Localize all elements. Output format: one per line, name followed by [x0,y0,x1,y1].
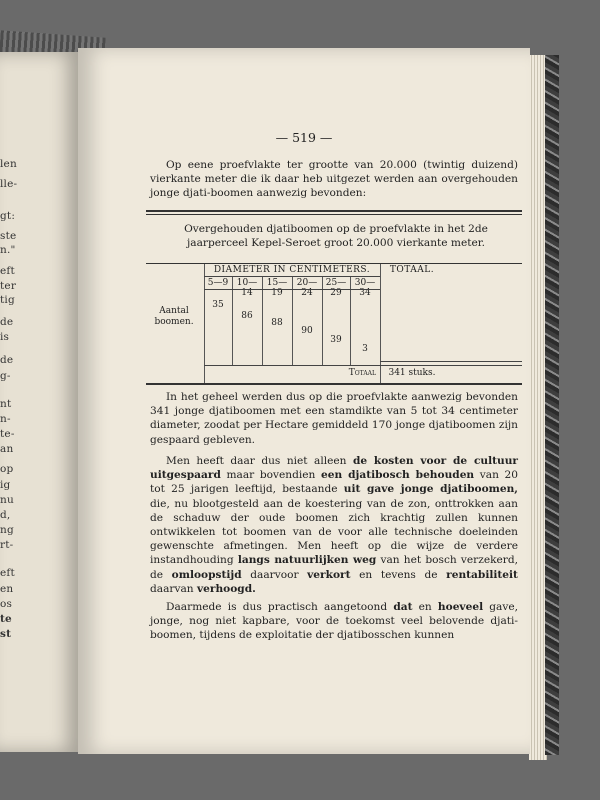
table-col-divider [322,277,323,365]
left-fragment: n- [0,413,11,425]
left-fragment: len [0,158,17,170]
left-fragment: de [0,354,14,366]
left-fragment: n." [0,244,16,256]
left-fragment: eft [0,265,15,277]
left-fragment: eft [0,567,15,579]
paragraph-2-text: Men heeft daar dus niet alleen de kosten voor de cultuur uitgespaard maar bovendien een djatibosch behouden van 20 tot 25 jarigen leeftijd, bestaande uit gave jonge djatiboomen, die, nu blootgesteld aan de koestering van de zon, onttrokken aan de schaduw der oude boomen zich krachtig zullen kunnen ontwikkelen tot boomen van de voor alle technische doeleinden gewenschte afmetingen. Men heeft op die wijze de verdere instandhouding langs natuurlijken weg van het bosch verzekerd, de omloopstijd daarvoor verkort en tevens de rentabiliteit daarvan verhoogd. [150,455,518,595]
left-fragment: gt: [0,210,16,222]
intro-paragraph [150,158,518,201]
left-fragment: ng [0,524,14,536]
total-value-rule [380,361,522,362]
marbled-cover-edge [545,55,559,755]
left-fragment: st [0,628,12,640]
paragraph-1 [150,390,518,447]
table-header-rule [146,263,522,264]
book-page [78,48,530,754]
table-col-divider [292,277,293,365]
range-label: 5—9 [207,278,229,288]
range-label: 30—34 [354,278,376,298]
left-fragment: te- [0,428,15,440]
left-fragment: te [0,613,12,625]
left-fragment: ste [0,230,17,242]
total-value: 341 stuks. [388,368,436,378]
left-fragment: en [0,583,14,595]
count-cell: 35 [212,300,224,310]
row-label-line-1: Aantal [159,306,189,316]
paragraph-3-text: Daarmede is dus practisch aangetoond dat en hoeveel gave, jonge, nog niet kapbare, voor de toekomst veel belovende djati-boomen, tijdens de exploitatie der djatibosschen kunnen [150,601,518,642]
left-fragment: lle- [0,178,18,190]
table-caption-line-2: jaarperceel Kepel-Seroet groot 20.000 vierkante meter. [186,237,486,249]
table-col-divider [232,277,233,365]
count-cell: 88 [271,318,283,328]
diameter-header: DIAMETER IN CENTIMETERS. [213,265,371,275]
left-fragment: op [0,463,14,475]
range-row-rule [204,289,380,290]
paragraph-2 [150,454,518,596]
left-fragment: g- [0,370,11,382]
left-fragment: ig [0,479,11,491]
total-header: TOTAAL. [389,265,435,275]
left-fragment: is [0,331,10,343]
total-label: Totaal [348,368,376,378]
range-label: 15—19 [266,278,288,298]
count-cell: 3 [362,344,368,354]
left-fragment: rt- [0,539,14,551]
left-fragment: nt [0,398,12,410]
count-cell: 90 [301,326,313,336]
left-fragment: d, [0,509,11,521]
left-page [0,52,80,752]
left-fragment: de [0,316,14,328]
range-label: 25—29 [325,278,347,298]
left-fragment: os [0,598,13,610]
table-bottom-rule [146,383,522,385]
table-top-rule [146,210,522,212]
left-fragment: an [0,443,14,455]
page-number: — 519 — [275,130,333,145]
range-label: 10—14 [236,278,258,298]
count-cell: 86 [241,311,253,321]
left-fragment: ter [0,280,17,292]
left-fragment: nu [0,494,14,506]
row-label-line-2: boomen. [154,317,194,327]
table-caption-line-1: Overgehouden djatiboomen op de proefvlakte in het 2de [184,223,488,235]
count-cell: 39 [330,335,342,345]
paragraph-3 [150,600,518,643]
table-top-rule-thin [146,214,522,215]
intro-text: Op eene proefvlakte ter grootte van 20.000 (twintig duizend) vierkante meter die ik daar heb uitgezet werden aan overgehouden jonge djati-boomen aanwezig bevonden: [150,159,518,200]
paragraph-1-text: In het geheel werden dus op die proefvlakte aanwezig bevonden 341 jonge djatiboomen met een stamdikte van 5 tot 34 centimeter diameter, zoodat per Hectare gemiddeld 170 jonge djatiboomen zijn gespaard gebleven. [150,391,518,446]
total-row-rule [204,365,522,366]
left-fragment: tig [0,294,15,306]
range-label: 20—24 [296,278,318,298]
